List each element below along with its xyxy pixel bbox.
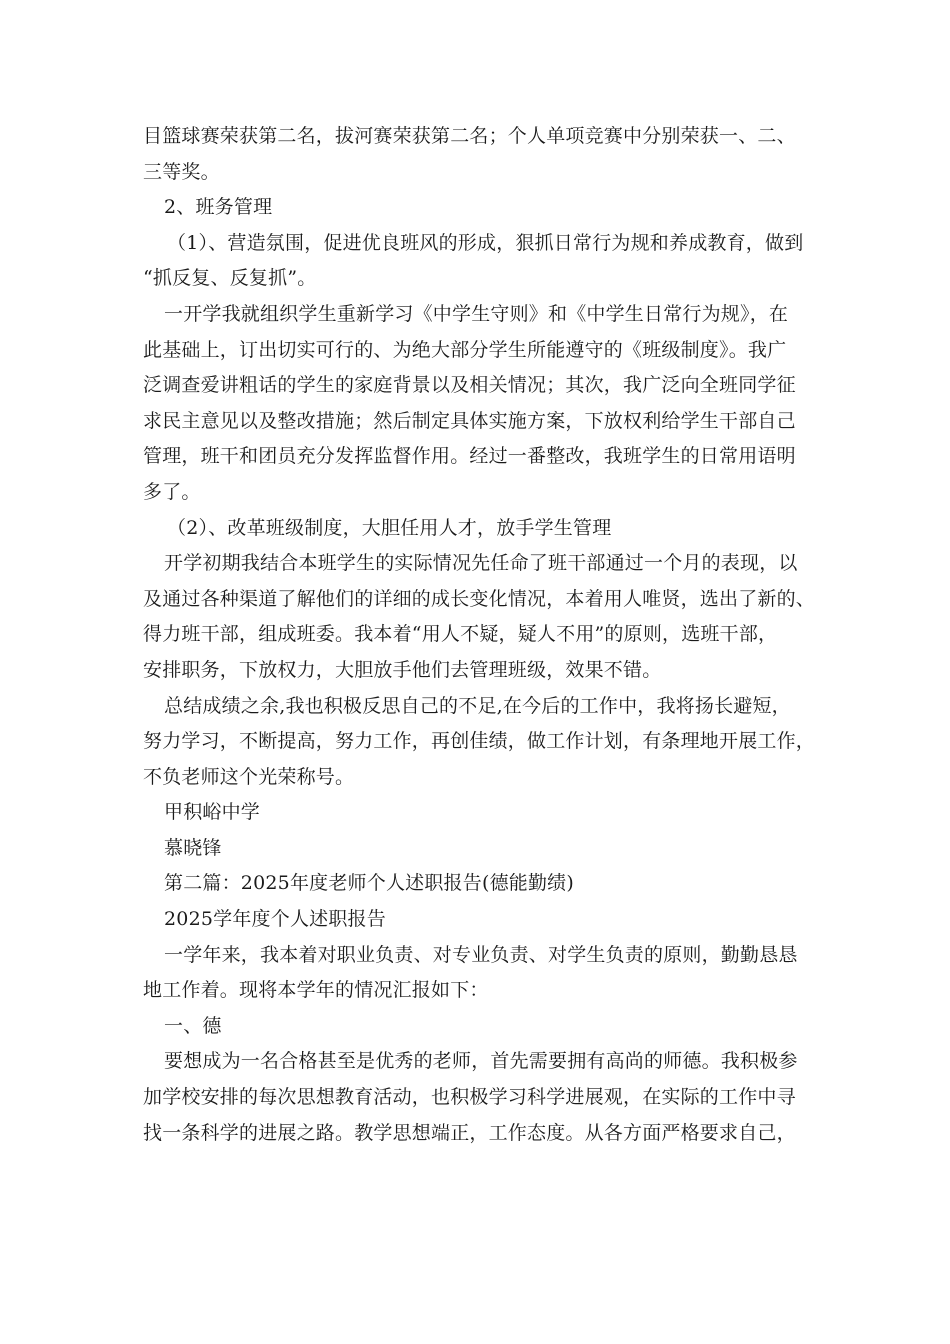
text-line: 安排职务，下放权力，大胆放手他们去管理班级，效果不错。 — [143, 658, 662, 681]
document-body — [143, 119, 815, 1151]
text-line: 泛调查爱讲粗话的学生的家庭背景以及相关情况；其次，我广泛向全班同学征 — [143, 374, 796, 397]
section-heading: 2、班务管理 — [164, 196, 273, 219]
paragraph-start: 开学初期我结合本班学生的实际情况先任命了班干部通过一个月的表现，以 — [164, 552, 798, 575]
text-line: 求民主意见以及整改措施；然后制定具体实施方案，下放权利给学生干部自己 — [143, 409, 796, 432]
text-line: 找一条科学的进展之路。教学思想端正，工作态度。从各方面严格要求自己， — [143, 1121, 796, 1144]
text-line: 管理，班干和团员充分发挥监督作用。经过一番整改，我班学生的日常用语明 — [143, 445, 796, 468]
article-title: 第二篇：2025年度老师个人述职报告(德能勤绩) — [164, 872, 574, 895]
text-line: 多了。 — [143, 480, 201, 503]
text-line: 得力班干部，组成班委。我本着“用人不疑，疑人不用”的原则，选班干部， — [143, 623, 778, 646]
text-line: 不负老师这个光荣称号。 — [143, 765, 355, 788]
text-line: 此基础上，订出切实可行的、为绝大部分学生所能遵守的《班级制度》。我广 — [143, 338, 787, 361]
school-name: 甲积峪中学 — [164, 801, 261, 824]
report-title: 2025学年度个人述职报告 — [164, 908, 386, 931]
author-name: 慕晓锋 — [164, 836, 222, 859]
text-line: 地工作着。现将本学年的情况汇报如下： — [143, 979, 489, 1002]
paragraph-start: 一学年来，我本着对职业负责、对专业负责、对学生负责的原则，勤勤恳恳 — [164, 943, 798, 966]
text-line: 目篮球赛荣获第二名，拔河赛荣获第二名；个人单项竞赛中分别荣获一、二、 — [143, 125, 796, 147]
text-line: 努力学习，不断提高，努力工作，再创佳绩，做工作计划，有条理地开展工作， — [143, 730, 816, 753]
text-line: 及通过各种渠道了解他们的详细的成长变化情况，本着用人唯贤，选出了新的、 — [143, 587, 816, 610]
subsection-heading: （1）、营造氛围，促进优良班风的形成，狠抓日常行为规和养成教育，做到 — [167, 231, 804, 254]
subsection-heading: （2）、改革班级制度，大胆任用人才，放手学生管理 — [167, 516, 612, 539]
section-heading: 一、德 — [164, 1014, 222, 1037]
text-line: “抓反复、反复抓”。 — [143, 267, 317, 290]
text-line: 三等奖。 — [143, 160, 220, 183]
paragraph-start: 一开学我就组织学生重新学习《中学生守则》和《中学生日常行为规》，在 — [164, 302, 789, 325]
text-line: 加学校安排的每次思想教育活动，也积极学习科学进展观，在实际的工作中寻 — [143, 1086, 796, 1109]
paragraph-start: 总结成绩之余,我也积极反思自己的不足,在今后的工作中，我将扬长避短， — [164, 694, 791, 717]
paragraph-start: 要想成为一名合格甚至是优秀的老师，首先需要拥有高尚的师德。我积极参 — [164, 1050, 798, 1073]
